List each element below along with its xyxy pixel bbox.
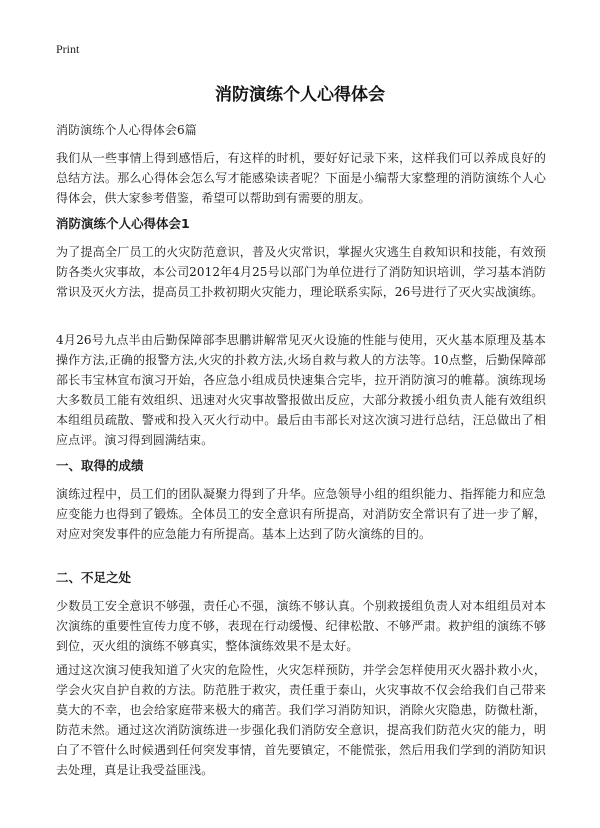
subtitle: 消防演练个人心得体会6篇 — [56, 123, 197, 137]
gains-paragraph: 演练过程中，员工们的团队凝聚力得到了升华。应急领导小组的组织能力、指挥能力和应急应变能力也得到了锻炼。全体员工的安全意识有所提高，对消防安全常识有了进一步了解，对应对突发事件的应急能力有所提高。基本上达到了防火演练的目的。 — [56, 487, 546, 541]
section1-paragraph-2: 4月26号九点半由后勤保障部李思鹏讲解常见灭火设施的性能与使用，灭火基本原理及基本操作方法,正确的报警方法,火灾的扑救方法,火场自救与救人的方法等。10点整，后勤保障部部长韦宝林宣布演习开始，各应急小组成员快速集合完毕，拉开消防演习的帷幕。演练现场大多数员工能有效组织、迅速对火灾事故警报做出反应，大部分救援小组负责人能有效组织本组组员疏散、警戒和投入灭火行动中。最后由韦部长对这次演习进行总结，汪总做出了相应点评。演习得到圆满结束。 — [56, 333, 546, 447]
shortfall-heading: 二、不足之处 — [56, 570, 132, 585]
section1-paragraph-1: 为了提高全厂员工的火灾防范意识，普及火灾常识，掌握火灾逃生自救知识和技能，有效预防各类火灾事故，本公司2012年4月25号以部门为单位进行了消防知识培训，学习基本消防常识及灭火方法，提高员工扑救初期火灾能力，理论联系实际，26号进行了灭火实战演练。 — [56, 245, 546, 299]
shortfall-paragraph-1: 少数员工安全意识不够强，责任心不强，演练不够认真。个别救援组负责人对本组组员对本次演练的重要性宣传力度不够，表现在行动缓慢、纪律松散、不够严肃。救护组的演练不够到位，灭火组的演练不够真实，整体演练效果不是太好。 — [56, 599, 546, 653]
print-link[interactable]: Print — [56, 42, 80, 56]
intro-paragraph: 我们从一些事情上得到感悟后，有这样的时机，要好好记录下来，这样我们可以养成良好的总结方法。那么心得体会怎么写才能感染读者呢？下面是小编帮大家整理的消防演练个人心得体会，供大家参考借鉴，希望可以帮助到有需要的朋友。 — [56, 151, 546, 205]
page-title: 消防演练个人心得体会 — [215, 85, 385, 105]
gains-heading: 一、取得的成绩 — [56, 458, 144, 473]
shortfall-paragraph-2: 通过这次演习使我知道了火灾的危险性，火灾怎样预防，并学会怎样使用灭火器扑救小火，学会火灾自护自救的方法。防范胜于救灾，责任重于泰山，火灾事故不仅会给我们自己带来莫大的不幸，也会给家庭带来极大的痛苦。我们学习消防知识，消除火灾隐患，防微杜渐，防范未然。通过这次消防演练进一步强化我们消防安全意识，提高我们防范火灾的能力，明白了不管什么时候遇到任何突发事情，首先要镇定，不能慌张，然后用我们学到的消防知识去处理，真是让我受益匪浅。 — [56, 663, 546, 777]
section1-heading: 消防演练个人心得体会1 — [56, 216, 190, 231]
